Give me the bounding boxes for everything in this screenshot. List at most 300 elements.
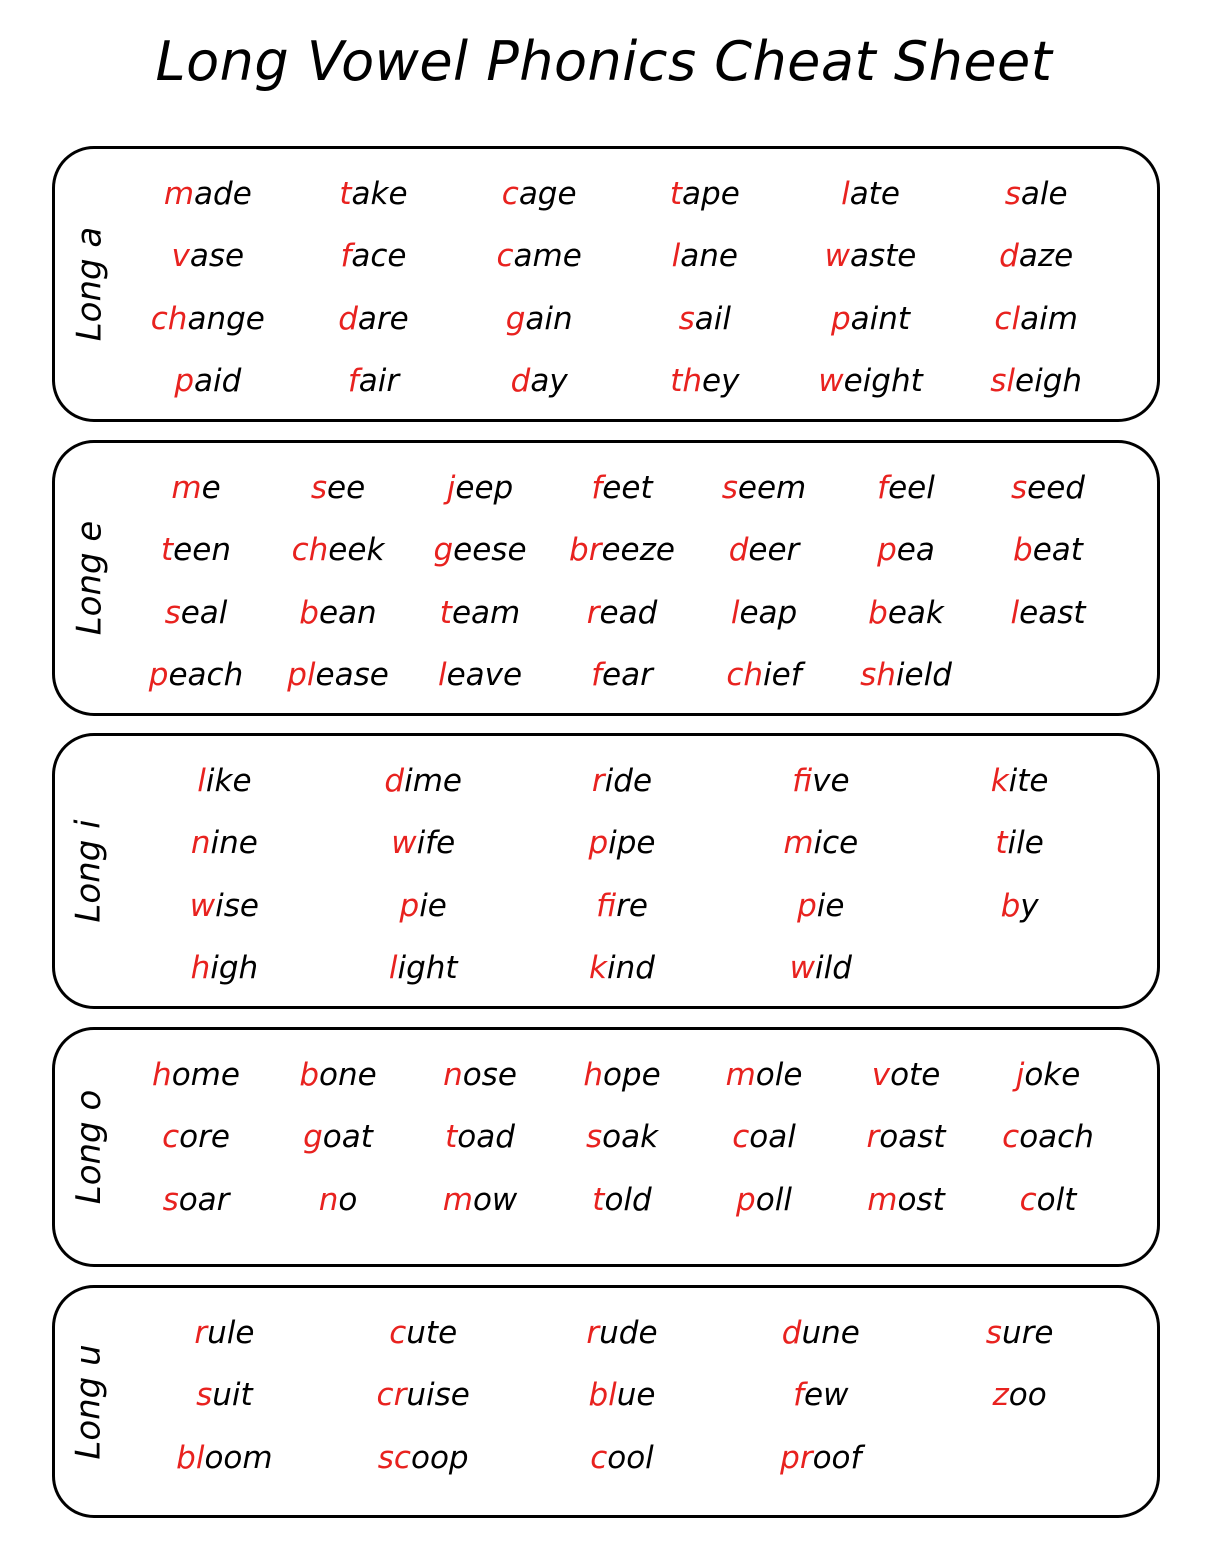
word-rest: oad xyxy=(457,1119,515,1156)
word-rest: ief xyxy=(763,657,802,694)
word xyxy=(523,1427,722,1489)
word xyxy=(125,582,267,644)
word-rest: ake xyxy=(351,176,408,212)
word-rest: oal xyxy=(749,1119,796,1156)
word-highlight: r xyxy=(194,1315,208,1351)
word-highlight: p xyxy=(588,825,609,862)
section-long-u xyxy=(52,1285,1160,1518)
word-rest: aze xyxy=(1018,238,1074,275)
word-highlight: c xyxy=(732,1119,750,1156)
word-highlight: s xyxy=(985,1315,1002,1351)
word-rest: ame xyxy=(513,238,582,275)
word-highlight: t xyxy=(995,825,1008,862)
word xyxy=(835,1169,977,1231)
word-rest: eak xyxy=(887,594,944,631)
word-highlight: n xyxy=(190,825,211,862)
word-rest: ade xyxy=(194,176,252,212)
word xyxy=(977,457,1119,519)
word-highlight: ch xyxy=(291,532,329,569)
word-highlight: bl xyxy=(588,1377,617,1414)
word-grid xyxy=(125,1302,1119,1489)
word-rest: ile xyxy=(1007,825,1044,862)
word xyxy=(835,519,977,581)
word-rest: ace xyxy=(351,238,407,275)
word-rest: are xyxy=(357,300,409,337)
word xyxy=(523,750,722,812)
word xyxy=(693,1106,835,1168)
word-rest: eer xyxy=(748,532,800,569)
word xyxy=(693,519,835,581)
word xyxy=(523,1364,722,1426)
word-highlight: w xyxy=(818,363,844,400)
word-highlight: b xyxy=(299,1057,319,1093)
word-rest: ay xyxy=(530,363,568,400)
word-highlight: m xyxy=(442,1181,473,1218)
word-highlight: t xyxy=(445,1119,458,1156)
word-highlight: s xyxy=(1011,470,1028,506)
word-highlight: pl xyxy=(287,657,316,694)
word-rest: oke xyxy=(1024,1057,1081,1093)
word-highlight: s xyxy=(310,470,327,506)
word-highlight: f xyxy=(877,470,889,506)
word-highlight: f xyxy=(596,887,617,924)
word-highlight: w xyxy=(391,825,417,862)
word xyxy=(125,1427,324,1489)
word-highlight: v xyxy=(871,1057,891,1093)
word-rest: eam xyxy=(451,594,521,631)
word xyxy=(125,350,291,412)
word xyxy=(622,163,788,225)
word-highlight: l xyxy=(730,594,740,631)
word-rest: old xyxy=(604,1181,652,1218)
word xyxy=(125,163,291,225)
word-rest: ike xyxy=(205,763,252,799)
word-highlight: r xyxy=(591,763,605,799)
word-highlight: j xyxy=(446,470,456,506)
word-highlight: t xyxy=(439,594,452,631)
word-rest: ole xyxy=(755,1057,803,1093)
word-rest: ime xyxy=(404,763,462,799)
word-rest: eet xyxy=(602,470,653,506)
word xyxy=(291,225,457,287)
word-highlight: n xyxy=(318,1181,339,1218)
word-grid xyxy=(125,163,1119,413)
word-highlight: br xyxy=(569,532,602,569)
word-highlight: m xyxy=(783,825,814,862)
word-rest: ute xyxy=(406,1315,458,1351)
word xyxy=(409,1169,551,1231)
word xyxy=(551,1044,693,1106)
word xyxy=(324,1364,523,1426)
word-highlight: d xyxy=(728,532,749,569)
word xyxy=(551,582,693,644)
word-rest: eed xyxy=(1027,470,1085,506)
word-rest: air xyxy=(358,363,400,400)
word-highlight: m xyxy=(171,470,202,506)
word xyxy=(721,937,920,999)
word-highlight: p xyxy=(174,363,195,400)
word-rest: ight xyxy=(397,950,458,987)
section-label: Long a xyxy=(69,226,109,342)
word-rest: uit xyxy=(212,1377,253,1414)
word-rest: ew xyxy=(804,1377,849,1414)
word xyxy=(125,1169,267,1231)
word-highlight: w xyxy=(189,887,216,924)
word-highlight: l xyxy=(437,657,447,694)
word-rest: ear xyxy=(602,657,653,694)
word-rest: oom xyxy=(204,1439,273,1476)
word xyxy=(324,875,523,937)
word-highlight: w xyxy=(789,950,816,987)
word-highlight: d xyxy=(999,238,1019,275)
word-highlight: f xyxy=(591,657,603,694)
word-rest: eem xyxy=(737,470,807,506)
word-highlight: l xyxy=(841,176,850,212)
word-rest: oat xyxy=(322,1119,373,1156)
word xyxy=(835,644,977,706)
word-rest: igh xyxy=(210,950,259,987)
word xyxy=(551,1106,693,1168)
word-highlight: t xyxy=(161,532,174,569)
word-rest: eave xyxy=(446,657,523,694)
word-highlight: k xyxy=(990,763,1009,799)
word xyxy=(835,1044,977,1106)
word xyxy=(977,519,1119,581)
section-label: Long e xyxy=(69,520,110,636)
word-highlight: c xyxy=(1019,1181,1037,1218)
word-highlight: b xyxy=(299,594,319,631)
word-highlight: j xyxy=(1015,1057,1025,1093)
word-rest: eat xyxy=(1032,532,1083,569)
word-rest: oo xyxy=(1008,1377,1047,1414)
word xyxy=(125,288,291,350)
word xyxy=(324,1427,523,1489)
word-rest: ote xyxy=(890,1057,941,1093)
word xyxy=(835,582,977,644)
word-rest: ate xyxy=(849,176,900,212)
word xyxy=(693,1169,835,1231)
word xyxy=(456,350,622,412)
word-rest: ane xyxy=(680,238,738,275)
word-highlight: l xyxy=(197,763,206,799)
word xyxy=(920,1302,1119,1364)
word-rest: ose xyxy=(462,1057,517,1093)
word xyxy=(835,457,977,519)
word-rest: ool xyxy=(607,1439,654,1476)
word-rest: ost xyxy=(897,1181,945,1218)
word xyxy=(324,937,523,999)
word-grid xyxy=(125,457,1119,707)
word-highlight: t xyxy=(339,176,352,212)
word-highlight: k xyxy=(589,950,607,987)
word-rest: ise xyxy=(215,887,259,924)
word xyxy=(788,225,954,287)
word-rest: ule xyxy=(207,1315,255,1351)
word-rest: eeze xyxy=(601,532,675,569)
word-highlight: m xyxy=(725,1057,756,1093)
word-rest: ease xyxy=(315,657,389,694)
word-rest: ipe xyxy=(608,825,656,862)
word-rest: ore xyxy=(179,1119,230,1156)
word-highlight: g xyxy=(303,1119,323,1156)
word xyxy=(267,519,409,581)
word xyxy=(977,1106,1119,1168)
word-rest: ite xyxy=(1008,763,1049,799)
section-long-i xyxy=(52,733,1160,1009)
word-rest: aint xyxy=(850,300,911,337)
word xyxy=(125,1044,267,1106)
word-rest: eight xyxy=(843,363,923,400)
word-rest: aste xyxy=(849,238,917,275)
word-rest: ope xyxy=(602,1057,661,1093)
word xyxy=(953,163,1119,225)
word xyxy=(125,1364,324,1426)
word-highlight: v xyxy=(171,238,190,275)
word-highlight: cr xyxy=(376,1377,407,1414)
word-rest: east xyxy=(1019,594,1086,631)
word-rest: ain xyxy=(525,300,573,337)
section-label: Long u xyxy=(69,1343,110,1460)
word xyxy=(409,582,551,644)
word xyxy=(267,457,409,519)
word-rest: ale xyxy=(1020,176,1068,212)
word-rest: ude xyxy=(599,1315,658,1351)
word xyxy=(977,1169,1119,1231)
word-highlight: b xyxy=(868,594,888,631)
word-highlight: h xyxy=(583,1057,603,1093)
word-highlight: t xyxy=(669,176,683,212)
word xyxy=(551,644,693,706)
word-rest: ow xyxy=(472,1181,518,1218)
word xyxy=(788,163,954,225)
word xyxy=(291,288,457,350)
word-highlight: t xyxy=(592,1181,605,1218)
word xyxy=(835,1106,977,1168)
word-rest: olt xyxy=(1036,1181,1077,1218)
word xyxy=(125,875,324,937)
word xyxy=(125,937,324,999)
word-highlight: d xyxy=(384,763,405,799)
word-highlight: c xyxy=(496,238,514,275)
word xyxy=(788,350,954,412)
word-highlight: w xyxy=(824,238,850,275)
word xyxy=(125,644,267,706)
word-highlight: s xyxy=(678,300,695,337)
word-highlight: f xyxy=(347,363,359,400)
word-grid xyxy=(125,750,1119,1000)
word-rest: eel xyxy=(888,470,935,506)
word-rest: y xyxy=(1020,887,1039,924)
word xyxy=(409,457,551,519)
word-highlight: pr xyxy=(780,1439,813,1476)
word-rest: ure xyxy=(1001,1315,1054,1351)
word-rest: eek xyxy=(328,532,385,569)
word xyxy=(721,875,920,937)
word-rest: oar xyxy=(178,1181,230,1218)
word xyxy=(693,457,835,519)
word xyxy=(125,519,267,581)
word xyxy=(324,750,523,812)
word xyxy=(456,163,622,225)
word-highlight: f xyxy=(591,470,603,506)
word xyxy=(409,644,551,706)
word xyxy=(125,225,291,287)
word-rest: ey xyxy=(702,363,740,400)
word-highlight: p xyxy=(399,887,420,924)
word-rest: ild xyxy=(815,950,852,987)
word xyxy=(456,225,622,287)
word-rest: een xyxy=(173,532,231,569)
word xyxy=(456,288,622,350)
word-rest: ire xyxy=(616,887,648,924)
word xyxy=(622,350,788,412)
word-highlight: l xyxy=(671,238,681,275)
word-highlight: b xyxy=(1013,532,1033,569)
word-rest: one xyxy=(319,1057,377,1093)
word-highlight: f xyxy=(792,763,813,799)
word xyxy=(920,750,1119,812)
word-rest: eese xyxy=(453,532,527,569)
word-highlight: r xyxy=(586,594,600,631)
word xyxy=(125,1302,324,1364)
word xyxy=(125,1106,267,1168)
word-rest: eal xyxy=(180,594,228,631)
word-highlight: g xyxy=(433,532,454,569)
word-highlight: s xyxy=(721,470,738,506)
word-highlight: s xyxy=(162,1181,179,1218)
word xyxy=(523,937,722,999)
word-rest: ead xyxy=(599,594,658,631)
word-highlight: h xyxy=(190,950,211,987)
word xyxy=(622,288,788,350)
word-rest: ine xyxy=(210,825,258,862)
word-highlight: c xyxy=(501,176,519,212)
word-highlight: r xyxy=(586,1315,600,1351)
word-highlight: l xyxy=(388,950,398,987)
word xyxy=(267,644,409,706)
word-rest: uise xyxy=(406,1377,470,1414)
word-rest: e xyxy=(201,470,221,506)
word-rest: o xyxy=(338,1181,358,1218)
word-highlight: d xyxy=(510,363,531,400)
word xyxy=(953,350,1119,412)
word-highlight: n xyxy=(443,1057,463,1093)
word xyxy=(693,1044,835,1106)
word-rest: oak xyxy=(602,1119,659,1156)
word-highlight: ch xyxy=(726,657,764,694)
section-label: Long i xyxy=(69,819,110,923)
word-rest: ive xyxy=(812,763,850,799)
word-highlight: sc xyxy=(377,1439,411,1476)
word-highlight: sl xyxy=(990,363,1016,400)
word xyxy=(267,1044,409,1106)
word-rest: eap xyxy=(739,594,798,631)
word-highlight: m xyxy=(163,176,195,212)
word-highlight: s xyxy=(164,594,181,631)
word xyxy=(721,750,920,812)
word-highlight: c xyxy=(590,1439,608,1476)
word-highlight: cl xyxy=(994,300,1021,337)
word-rest: eep xyxy=(455,470,514,506)
word xyxy=(409,519,551,581)
word-rest: ue xyxy=(616,1377,656,1414)
word-highlight: c xyxy=(1002,1119,1020,1156)
word-rest: oach xyxy=(1019,1119,1094,1156)
word xyxy=(693,644,835,706)
word-grid xyxy=(125,1044,1119,1231)
word-highlight: c xyxy=(389,1315,407,1351)
word-rest: aim xyxy=(1020,300,1078,337)
word-rest: ice xyxy=(813,825,859,862)
word xyxy=(291,350,457,412)
word-rest: ea xyxy=(896,532,935,569)
word-rest: ange xyxy=(187,300,265,337)
word xyxy=(953,288,1119,350)
word xyxy=(693,582,835,644)
word-rest: eigh xyxy=(1015,363,1083,400)
word xyxy=(291,163,457,225)
word-rest: each xyxy=(168,657,244,694)
word-highlight: bl xyxy=(176,1439,205,1476)
section-label: Long o xyxy=(69,1089,110,1205)
word-rest: ie xyxy=(419,887,447,924)
word-rest: ape xyxy=(682,176,740,212)
word-rest: ean xyxy=(318,594,377,631)
word-rest: oop xyxy=(410,1439,469,1476)
word-highlight: p xyxy=(877,532,897,569)
section-long-e xyxy=(52,440,1160,716)
word xyxy=(125,750,324,812)
word xyxy=(551,1169,693,1231)
word-rest: age xyxy=(518,176,577,212)
word-rest: une xyxy=(801,1315,860,1351)
word-rest: ind xyxy=(606,950,655,987)
word-rest: ail xyxy=(694,300,732,337)
word xyxy=(324,812,523,874)
word-highlight: d xyxy=(338,300,358,337)
word-highlight: f xyxy=(340,238,352,275)
word xyxy=(523,875,722,937)
word xyxy=(977,582,1119,644)
word-highlight: p xyxy=(830,300,851,337)
word-rest: oof xyxy=(812,1439,862,1476)
word-highlight: d xyxy=(781,1315,802,1351)
word xyxy=(523,1302,722,1364)
word-rest: ide xyxy=(604,763,653,799)
word-highlight: sh xyxy=(860,657,896,694)
word xyxy=(551,519,693,581)
word xyxy=(551,457,693,519)
word xyxy=(920,812,1119,874)
word xyxy=(721,1364,920,1426)
word-highlight: m xyxy=(867,1181,898,1218)
word xyxy=(409,1106,551,1168)
word-rest: ife xyxy=(416,825,456,862)
word xyxy=(920,875,1119,937)
word-highlight: f xyxy=(793,1377,805,1414)
word-highlight: z xyxy=(992,1377,1009,1414)
word xyxy=(125,457,267,519)
word-rest: oll xyxy=(755,1181,792,1218)
word-rest: ie xyxy=(816,887,845,924)
word-highlight: th xyxy=(670,363,703,400)
word-rest: ome xyxy=(171,1057,240,1093)
word xyxy=(324,1302,523,1364)
word-rest: ield xyxy=(895,657,952,694)
word xyxy=(953,225,1119,287)
word-highlight: p xyxy=(736,1181,756,1218)
word xyxy=(409,1044,551,1106)
